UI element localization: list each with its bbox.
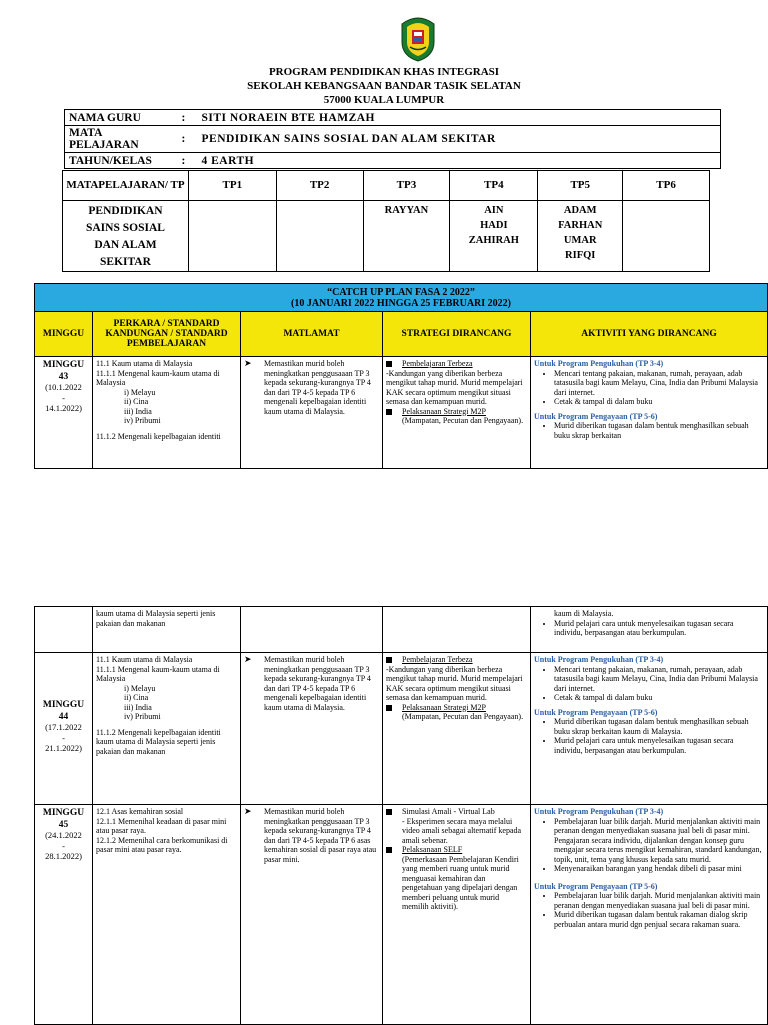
strategi-title: Pembelajaran Terbeza [402,359,473,368]
student-name: RIFQI [565,250,596,261]
matlamat-cell [241,653,383,805]
info-row [65,126,721,153]
aktiviti-item: • Menyenaraikan barangan yang hendak dibeli di pasar mini [554,864,764,874]
perkara-line: 11.1 Kaum utama di Malaysia [96,655,193,664]
continued-row [35,607,768,653]
header-school: SEKOLAH KEBANGSAAN BANDAR TASIK SELATAN [247,80,521,92]
aktiviti-item: • Murid pelajari cara untuk menyelesaikan tugasan secara individu, berpasangan atau berkumpulan. [554,619,764,638]
arrow-bullet-icon: ➤ [244,654,252,664]
strategi-title: Pelaksanaan SELF [402,845,463,854]
strategi-cell [383,805,531,1025]
week-date-start: (17.1.2022 [45,722,82,732]
week-number: 44 [58,711,69,722]
week-label: MINGGU [42,808,85,818]
square-bullet-icon [386,657,392,663]
perkara-item: ii) Cina [124,397,149,406]
arrow-bullet-icon: ➤ [244,806,252,816]
banner-title: “CATCH UP PLAN FASA 2 2022” [327,286,475,298]
matlamat-cell [241,357,383,469]
aktiviti-item: • Murid diberikan tugasan dalam bentuk menghasilkan sebuah buku skrap berkaitan kaum di Malaysia. [554,717,764,736]
aktiviti-item: • Pembelajaran luar bilik darjah. Murid menjalankan aktiviti main peranan dengan menyediakan suasana jual beli di pasar mini. [554,891,764,910]
subject-line: DAN ALAM [94,239,157,251]
aktiviti-cell [531,607,768,653]
tp-header-tp3: TP3 [363,171,450,201]
aktiviti-heading: Untuk Program Pengayaan (TP 5-6) [534,881,658,891]
aktiviti-item: • Murid pelajari cara untuk menyelesaikan tugasan secara individu, berpasangan atau berkumpulan. [554,736,764,755]
page-break [0,540,768,606]
plan-header-row [35,312,768,357]
strategi-cell [383,653,531,805]
aktiviti-item: • Cetak & tampal di dalam buku [554,693,764,703]
week-date-start: (10.1.2022 [45,382,82,392]
aktiviti-cell [531,653,768,805]
col-strategi: STRATEGI DIRANCANG [383,312,531,357]
week-cell [35,653,93,805]
aktiviti-cell [531,805,768,1025]
aktiviti-heading: Untuk Program Pengayaan (TP 5-6) [534,707,658,717]
strategi-desc: (Mampatan, Pecutan dan Pengayaan). [402,416,524,425]
square-bullet-icon [386,409,392,415]
tp-header-tp6: TP6 [623,171,710,201]
strategi-title: Pelaksanaan Strategi M2P [402,702,486,712]
tp-subject-cell [63,201,189,272]
matlamat-cell [241,805,383,1025]
aktiviti-cell [531,357,768,469]
week-date-sep: - [62,732,65,743]
col-minggu: MINGGU [35,312,93,357]
plan-banner [35,284,768,312]
strategi-desc: (Mampatan, Pecutan dan Pengayaan). [402,712,524,721]
strategi-title: Pembelajaran Terbeza [402,655,473,664]
week-label: MINGGU [42,700,85,710]
arrow-bullet-icon: ➤ [244,358,252,368]
col-perkara: PERKARA / STANDARD KANDUNGAN / STANDARD PEMBELAJARAN [93,312,241,357]
perkara-cell [93,357,241,469]
school-crest-logo [398,14,438,62]
perkara-item: iv) Pribumi [124,416,161,425]
aktiviti-item: • Mencari tentang pakaian, makanan, rumah, perayaan, adab tatasusila bagi kaum Melayu, Cina, India dan Pribumi Malaysia dari internet. [554,665,764,694]
week-cell [35,607,93,653]
perkara-cell [93,653,241,805]
week-date-sep: - [62,392,65,403]
strategi-cell [383,607,531,653]
student-name: FARHAN [558,220,603,231]
student-name: RAYYAN [384,205,429,216]
document-page-2 [0,606,768,1024]
aktiviti-item: • Murid diberikan tugasan dalam bentuk menghasilkan sebuah buku skrap berkaitan [554,421,764,440]
aktiviti-continued: kaum di Malaysia. [554,609,614,618]
perkara-item: i) Melayu [124,683,156,693]
week-date-start: (24.1.2022 [45,830,82,840]
tp3-cell [363,201,450,272]
square-bullet-icon [386,361,392,367]
tp-header-subject: MATAPELAJARAN/ TP [63,171,189,201]
subject-line: SAINS SOSIAL [85,222,165,234]
strategi-title: Pelaksanaan Strategi M2P [402,406,486,416]
week-date-end: 28.1.2022) [45,851,82,861]
teacher-info-table [64,109,721,169]
matlamat-text: Memastikan murid boleh meningkatkan penggusaaan TP 3 kepada sekurang-kurangnya TP 4 dan dari TP 4-5 kepada TP 6 asas kemahiran sosial di pasar raya atau pasar mini. [264,807,377,864]
strategi-desc: -Kandungan yang diberikan berbeza mengikut tahap murid. Murid mempelajari KAK secara optimum mengikut situasi semasa dan kemampuan murid. [386,664,523,702]
matlamat-text: Memastikan murid boleh meningkatkan penggusaaan TP 3 kepada sekurang-kurangnya TP 4 dan dari TP 4-5 kepada TP 6 mengenali kepelbagaian identiti kaum utama di Malaysia. [264,655,371,712]
square-bullet-icon [386,705,392,711]
tp-table [62,170,710,272]
aktiviti-heading: Untuk Program Pengayaan (TP 5-6) [534,411,658,421]
aktiviti-heading: Untuk Program Pengukuhan (TP 3-4) [534,655,664,664]
student-name: ZAHIRAH [468,235,519,246]
tp2-cell [276,201,363,272]
aktiviti-heading: Untuk Program Pengukuhan (TP 3-4) [534,359,664,368]
student-name: AIN [484,205,504,216]
week-cell [35,805,93,1025]
tp4-cell [450,201,538,272]
week-date-end: 21.1.2022) [45,743,82,753]
perkara-item: iii) India [124,406,152,416]
perkara-line: 12.1.1 Memenihal keadaan di pasar mini atau pasar raya. [96,816,227,835]
info-value: 4 EARTH [198,153,721,169]
perkara-cell [93,805,241,1025]
subject-line: PENDIDIKAN [88,205,163,217]
info-value: SITI NORAEIN BTE HAMZAH [198,110,721,126]
week-date-sep: - [62,840,65,851]
info-label: MATA PELAJARAN [65,126,178,153]
strategi-desc: -Kandungan yang diberikan berbeza mengikut tahap murid. Murid mempelajari KAK secara optimum mengikut situasi semasa dan kemampuan murid. [386,368,523,406]
tp-data-row [63,201,710,272]
perkara-line: 11.1.2 Mengenali kepelbagaian identiti [96,727,221,737]
matlamat-cell [241,607,383,653]
strategi-cell [383,357,531,469]
aktiviti-item: • Mencari tentang pakaian, makanan, rumah, perayaan, adab tatasusila bagi kaum Melayu, Cina, India dan Pribumi Malaysia dari internet. [554,369,764,398]
matlamat-text: Memastikan murid boleh meningkatkan penggusaaan TP 3 kepada sekurang-kurangnya TP 4 dan dari TP 4-5 kepada TP 6 mengenali kepelbagaian identiti kaum utama di Malaysia. [264,359,371,416]
tp1-cell [188,201,276,272]
week-cell [35,357,93,469]
header-program: PROGRAM PENDIDIKAN KHAS INTEGRASI [268,66,500,78]
col-matlamat: MATLAMAT [241,312,383,357]
perkara-line: 12.1 Asas kemahiran sosial [96,807,184,816]
week-row-45 [35,805,768,1025]
tp5-cell [538,201,623,272]
info-row [65,110,721,126]
info-separator: : [178,126,198,153]
aktiviti-item: • Pembelajaran luar bilik darjah. Murid menjalankan aktiviti main peranan dengan menyediakan suasana jual beli di pasar mini. Pengajaran secara individu, dijalankan dengan konsep guru mengajar secara terus mengikut kemahiran, standard kandungan, topik, unit, tema yang khusus kepada satu murid. [554,817,764,865]
perkara-line: kaum utama di Malaysia seperti jenis pakaian dan makanan [96,737,216,756]
week-number: 43 [58,371,69,382]
tp-header-tp5: TP5 [538,171,623,201]
tp-header-tp4: TP4 [450,171,538,201]
square-bullet-icon [386,809,392,815]
tp-header-tp2: TP2 [276,171,363,201]
week-number: 45 [58,819,69,830]
aktiviti-item: • Murid diberikan tugasan dalam bentuk rakaman dialog skrip perbualan antara murid dgn penjual secara rakaman suara. [554,910,764,929]
perkara-line: 12.1.2 Memenihal cara berkomunikasi di pasar mini atau pasar raya. [96,835,228,854]
perkara-line: 11.1 Kaum utama di Malaysia [96,359,193,368]
info-separator: : [178,110,198,126]
info-value: PENDIDIKAN SAINS SOSIAL DAN ALAM SEKITAR [198,126,721,153]
tp-header-tp1: TP1 [188,171,276,201]
perkara-item: iii) India [124,702,152,712]
student-name: ADAM [563,205,597,216]
col-aktiviti: AKTIVITI YANG DIRANCANG [531,312,768,357]
aktiviti-heading: Untuk Program Pengukuhan (TP 3-4) [534,807,664,816]
week-label: MINGGU [42,360,85,370]
week-row-44 [35,653,768,805]
strategi-desc: (Pemerkasaan Pembelajaran Kendiri yang memberi ruang untuk murid menguasai kemahiran dan pengetahuan yang dipelajari dengan memberi peluang untuk murid memilih aktiviti). [402,854,519,911]
student-name: HADI [480,220,508,231]
perkara-line: 11.1.1 Mengenal kaum-kaum utama di Malaysia [96,368,220,387]
info-label: TAHUN/KELAS [65,153,178,169]
strategi-desc: - Eksperimen secara maya melalui video amali sebagai alternatif kepada amali sebenar. [402,816,522,845]
perkara-line: 11.1.1 Mengenal kaum-kaum utama di Malaysia [96,664,220,683]
aktiviti-item: • Cetak & tampal di dalam buku [554,397,764,407]
perkara-cell [93,607,241,653]
square-bullet-icon [386,847,392,853]
subject-line: SEKITAR [100,256,151,268]
week-row-43 [35,357,768,469]
catch-up-plan-table-continued [34,606,768,1025]
perkara-line: kaum utama di Malaysia seperti jenis pakaian dan makanan [96,609,216,628]
banner-dates: (10 JANUARI 2022 HINGGA 25 FEBRUARI 2022) [290,297,511,309]
header-address: 57000 KUALA LUMPUR [323,94,445,106]
tp6-cell [623,201,710,272]
week-date-end: 14.1.2022) [45,403,82,413]
strategi-title: Simulasi Amali - Virtual Lab [402,807,495,816]
catch-up-plan-table [34,283,768,469]
perkara-item: iv) Pribumi [124,712,161,721]
student-name: UMAR [563,235,597,246]
perkara-line: 11.1.2 Mengenali kepelbagaian identiti [96,431,221,441]
info-label: NAMA GURU [65,110,178,126]
perkara-item: ii) Cina [124,693,149,702]
info-row [65,153,721,169]
tp-header-row [63,171,710,201]
perkara-item: i) Melayu [124,387,156,397]
info-separator: : [178,153,198,169]
